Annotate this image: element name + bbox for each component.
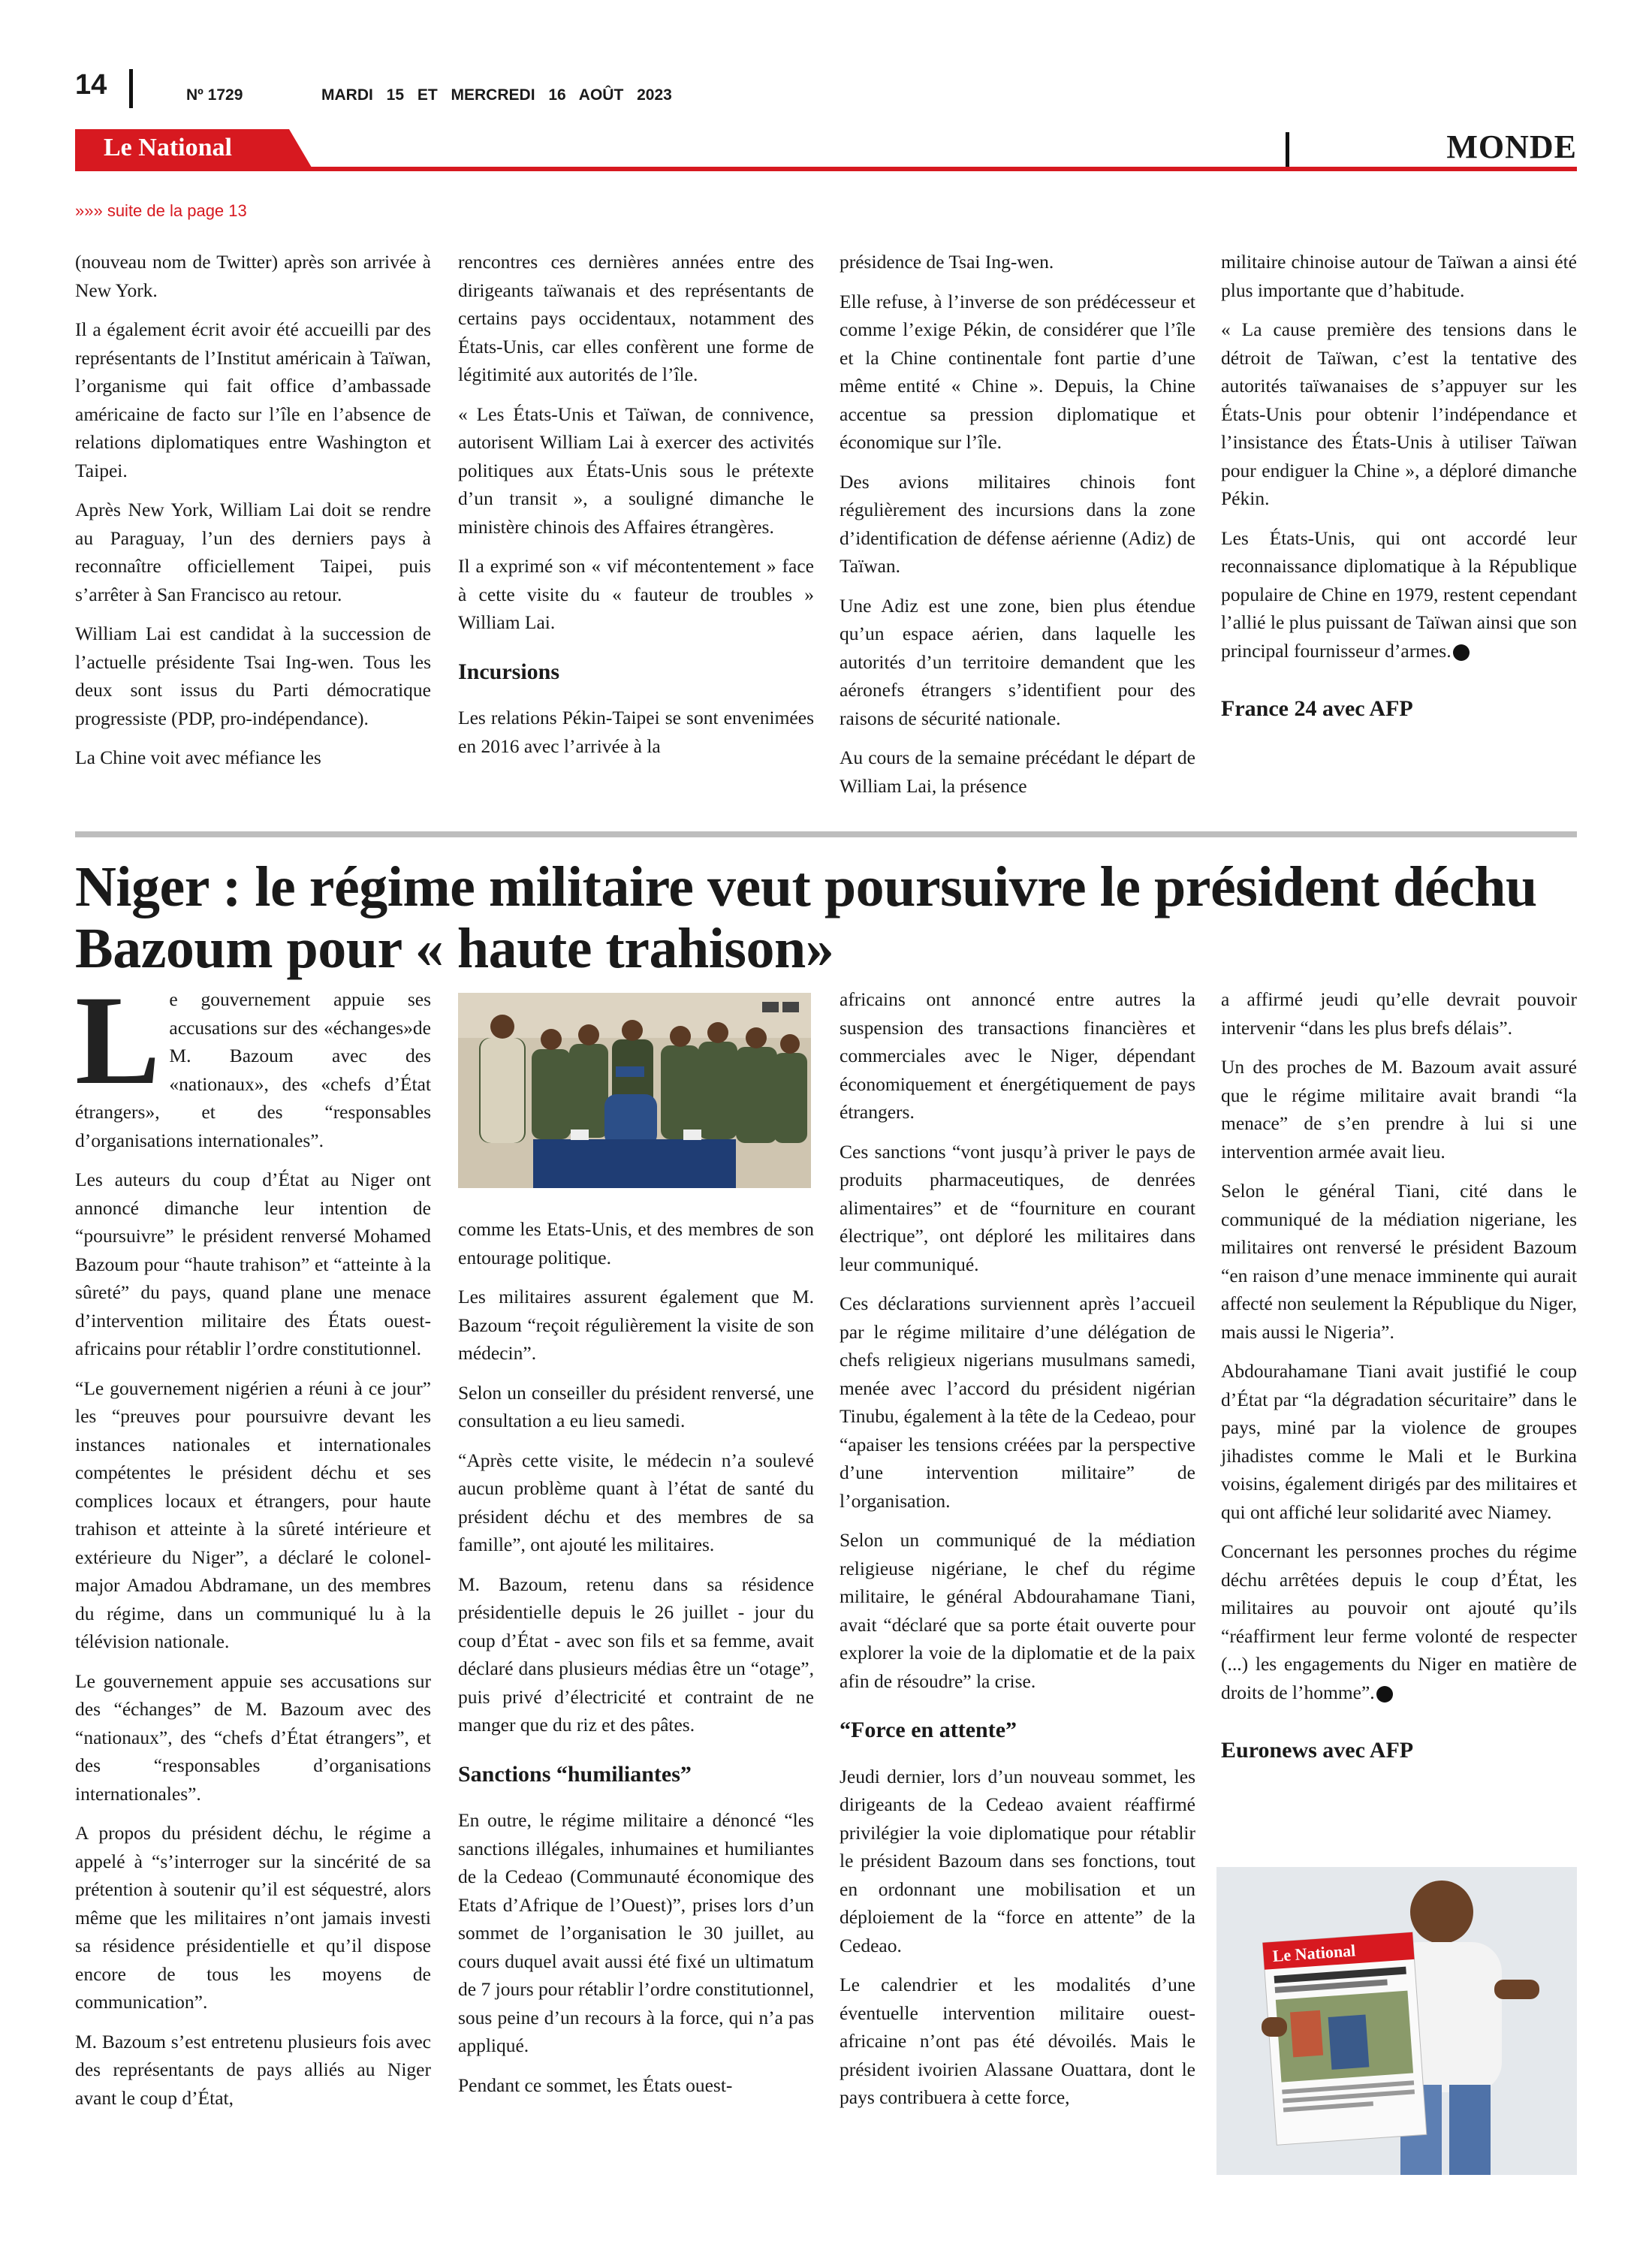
lead-paragraph <box>75 970 431 1154</box>
paragraph: a affirmé jeudi qu’elle devrait pouvoir intervenir “dans les plus brefs délais”. <box>1221 988 1577 1039</box>
military-junta-photo <box>458 993 811 1188</box>
paragraph: « La cause première des tensions dans le détroit de Taïwan, c’est la tentative des autorités taïwanaises de s’appuyer sur les États-Unis pour obtenir l’indépendance et l’insistance des États-Unis à utiliser Taïwan pour endiguer la Chine », a déploré dimanche Pékin. <box>1221 318 1577 509</box>
end-mark-icon <box>1376 1686 1393 1703</box>
paragraph: Une Adiz est une zone, bien plus étendue qu’un espace aérien, dans laquelle les autorités d’un territoire demandent que les aéronefs étrangers s’identifient pour des raisons de sécurité nationale. <box>840 594 1195 729</box>
paragraph: Des avions militaires chinois font régulièrement des incursions dans la zone d’identification de défense aérienne (Adiz) de Taïwan. <box>840 470 1195 577</box>
page-number: 14 <box>75 69 107 101</box>
article2-column-1 <box>75 970 431 2123</box>
folio-divider <box>129 69 133 108</box>
paragraph: « Les États-Unis et Taïwan, de connivence, autorisent William Lai à exercer des activités politiques aux États-Unis sous le prétexte d’un transit », a souligné dimanche le ministère chinois des Affaires étrangères. <box>458 403 814 538</box>
paragraph: “Le gouvernement nigérien a réuni à ce jour” les “preuves pour poursuivre devant les instances nationales et internationales compétentes le président déchu et ses complices locaux et étrangers, pour haute trahison et atteinte à la sûreté intérieure et extérieure du Niger”, a déclaré le colonel-major Amadou Abdramane, un des membres du régime, dans un communiqué lu à la télévision nationale. <box>75 1377 431 1652</box>
issue-date: MARDI 15 ET MERCREDI 16 AOÛT 2023 <box>321 86 672 104</box>
paragraph <box>1221 1537 1577 1706</box>
paragraph: En outre, le régime militaire a dénoncé “les sanctions illégales, inhumaines et humiliantes de la Cedeao (Communauté économique des Etats d’Afrique de l’Ouest)”, prises lors d’un sommet de l’organisation le 30 juillet, au cours duquel avait aussi été fixé un ultimatum de 7 jours pour rétablir l’ordre constitutionnel, sous peine d’un recours à la force, qui n’a pas appliqué. <box>458 1809 814 2056</box>
paragraph: “Après cette visite, le médecin n’a soulevé aucun problème quant à l’état de santé du président déchu et des membres de sa famille”, ont ajouté les militaires. <box>458 1449 814 1555</box>
paragraph: Il a exprimé son « vif mécontentement » face à cette visite du « fauteur de troubles » William Lai. <box>458 555 814 633</box>
paragraph: La Chine voit avec méfiance les <box>75 746 321 768</box>
paragraph: Ces sanctions “vont jusqu’à priver le pays de produits pharmaceutiques, de denrées alimentaires” et de “fourniture en courant électrique”, ont déploré les militaires dans leur communiqué. <box>840 1140 1195 1275</box>
subheading: Incursions <box>458 659 560 684</box>
newspaper-brand: Le National <box>104 134 232 161</box>
promo-masthead: Le National <box>1271 1941 1356 1965</box>
paragraph: M. Bazoum s’est entretenu plusieurs fois avec des représentants de pays alliés au Niger avant le coup d’État, <box>75 2030 431 2109</box>
article2-column-4 <box>1221 985 1577 1776</box>
section-divider <box>1286 132 1289 167</box>
paragraph-text: Concernant les personnes proches du régime déchu arrêtées depuis le coup d’État, les militaires au pouvoir ont ajouté qu’ils “réaffirment leur ferme volonté de respecter (...) les engagements du Niger en matière de droits de l’homme”. <box>1221 1540 1577 1703</box>
paragraph: rencontres ces dernières années entre des dirigeants taïwanais et des représentants de certains pays occidentaux, notamment des États-Unis, car elles confèrent une forme de légitimité aux autorités de l’île. <box>458 251 814 385</box>
paragraph: Selon un communiqué de la médiation religieuse nigériane, le chef du régime militaire, le général Abdourahamane Tiani, avait “déclaré que sa porte était ouverte pour explorer la voie de la diplomatie et de la paix afin de résoudre” la crise. <box>840 1529 1195 1692</box>
paragraph: Les relations Pékin-Taipei se sont envenimées en 2016 avec l’arrivée à la <box>458 707 814 757</box>
paragraph: M. Bazoum, retenu dans sa résidence présidentielle depuis le 26 juillet - jour du coup d’État - avec son fils et sa femme, avait déclaré dans plusieurs médias être un “otage”, puis privé d’électricité et contraint de ne manger que du riz et des pâtes. <box>458 1573 814 1736</box>
paragraph: (nouveau nom de Twitter) après son arrivée à New York. <box>75 251 431 301</box>
paragraph: militaire chinoise autour de Taïwan a ainsi été plus importante que d’habitude. <box>1221 251 1577 301</box>
drop-cap: L <box>75 970 161 1111</box>
subheading: “Force en attente” <box>840 1718 1017 1742</box>
paragraph: Les auteurs du coup d’État au Niger ont annoncé dimanche leur intention de “poursuivre” le président renversé Mohamed Bazoum pour “haute trahison” et “atteinte à la sûreté” du pays, quand plane une menace d’intervention militaire des États ouest-africains pour rétablir l’ordre constitutionnel. <box>75 1169 431 1359</box>
paragraph: Au cours de la semaine précédant le départ de William Lai, la présence <box>840 746 1195 797</box>
paragraph: Selon le général Tiani, cité dans le communiqué de la médiation nigeriane, les militaires ont renversé le président Bazoum “en raison d’une menace imminente qui aurait affecté non seulement la République du Niger, mais aussi le Nigeria”. <box>1221 1180 1577 1343</box>
newspaper-promo-image <box>1216 1867 1577 2175</box>
article2-column-2 <box>458 1215 814 2110</box>
paragraph: Le calendrier et les modalités d’une éventuelle intervention militaire ouest-africaine n’ont pas été dévoilés. Mais le président ivoirien Alassane Ouattara, dont le pays contribuera à cette force, <box>840 1974 1195 2108</box>
paragraph: Après New York, William Lai doit se rendre au Paraguay, l’un des derniers pays à reconnaître officiellement Taipei, puis s’arrêter à San Francisco au retour. <box>75 499 431 605</box>
section-title: MONDE <box>1446 128 1577 165</box>
paragraph: Un des proches de M. Bazoum avait assuré que le régime militaire avait brandi “la menace” de s’en prendre à lui si une intervention armée avait lieu. <box>1221 1056 1577 1163</box>
paragraph: William Lai est candidat à la succession de l’actuelle présidente Tsai Ing-wen. Tous les deux sont issus du Parti démocratique progressiste (PDP, pro-indépendance). <box>75 623 431 729</box>
subheading: Sanctions “humiliantes” <box>458 1761 692 1787</box>
article2-column-3 <box>840 985 1195 2123</box>
paragraph: africains ont annoncé entre autres la suspension des transactions financières et commerciales avec le Niger, dépendant économiquement et énergétiquement de pays étrangers. <box>840 988 1195 1123</box>
paragraph: Ces déclarations surviennent après l’accueil par le régime militaire d’une délégation de chefs religieux nigerians musulmans samedi, menée avec l’accord du président nigérian Tinubu, également à la tête de la Cedeao, pour “apaiser les tensions créées par la perspective d’une intervention militaire” de l’organisation. <box>840 1292 1195 1512</box>
article-separator <box>75 831 1577 837</box>
paragraph: Abdourahamane Tiani avait justifié le coup d’État par “la dégradation sécuritaire” dans le pays, miné par la violence de groupes jihadistes comme le Mali et le Burkina voisins, également dirigés par des militaires et qui ont affiché leur solidarité avec Niamey. <box>1221 1360 1577 1523</box>
paragraph: Le gouvernement appuie ses accusations sur des “échanges” de M. Bazoum avec des “nationaux”, des “chefs d’État étrangers”, et des “responsables d’organisations internationales”. <box>75 1669 431 1805</box>
end-mark-icon <box>1453 644 1470 661</box>
article1-credit: France 24 avec AFP <box>1221 696 1413 721</box>
article1-column-2 <box>458 248 814 771</box>
continuation-note: »»» suite de la page 13 <box>75 201 247 220</box>
paragraph-text: Les États-Unis, qui ont accordé leur reconnaissance diplomatique à la République populaire de Chine en 1979, restent cependant l’allié le plus puissant de Taïwan ainsi que son principal fournisseur d’armes. <box>1221 526 1577 662</box>
lead-text: e gouvernement appuie ses accusations sur des «échanges»de M. Bazoum avec des «nationaux», des «chefs d’État étrangers», et des “responsables d’organisations internationales”. <box>75 988 431 1151</box>
paragraph: Elle refuse, à l’inverse de son prédécesseur et comme l’exige Pékin, de considérer que l’île et la Chine continentale font partie d’une même entité « Chine ». Depuis, la Chine accentue sa pression diplomatique et économique sur l’île. <box>840 290 1195 453</box>
paragraph: A propos du président déchu, le régime a appelé à “s’interroger sur la sincérité de sa prétention à soutenir qu’il est séquestré, alors même que les militaires n’ont jamais investi sa résidence présidentielle et qu’il dispose encore de tous les moyens de communication”. <box>75 1822 431 2013</box>
paragraph <box>1221 524 1577 665</box>
paragraph: Selon un conseiller du président renversé, une consultation a eu lieu samedi. <box>458 1381 814 1431</box>
article1-column-3 <box>840 248 1195 811</box>
article1-column-4 <box>1221 248 1577 734</box>
paragraph: présidence de Tsai Ing-wen. <box>840 251 1054 273</box>
paragraph: comme les Etats-Unis, et des membres de son entourage politique. <box>458 1218 814 1268</box>
article2-credit: Euronews avec AFP <box>1221 1738 1414 1763</box>
article1-column-1 <box>75 248 431 783</box>
issue-number: Nº 1729 <box>186 86 243 104</box>
article2-headline: Niger : le régime militaire veut poursuivre le président déchu Bazoum pour « haute trahison» <box>75 855 1537 980</box>
paragraph: Les militaires assurent également que M. Bazoum “reçoit régulièrement la visite de son médecin”. <box>458 1286 814 1364</box>
paragraph: Il a également écrit avoir été accueilli par des représentants de l’Institut américain à Taïwan, l’organisme qui fait office d’ambassade américaine de facto sur l’île en l’absence de relations diplomatiques entre Washington et Taipei. <box>75 318 431 481</box>
paragraph: Pendant ce sommet, les États ouest- <box>458 2074 733 2096</box>
paragraph: Jeudi dernier, lors d’un nouveau sommet, les dirigeants de la Cedeao avaient réaffirmé privilégier la voie diplomatique pour rétablir le président Bazoum dans ses fonctions, tout en ordonnant une mobilisation et un déploiement de la “force en attente” de la Cedeao. <box>840 1765 1195 1956</box>
